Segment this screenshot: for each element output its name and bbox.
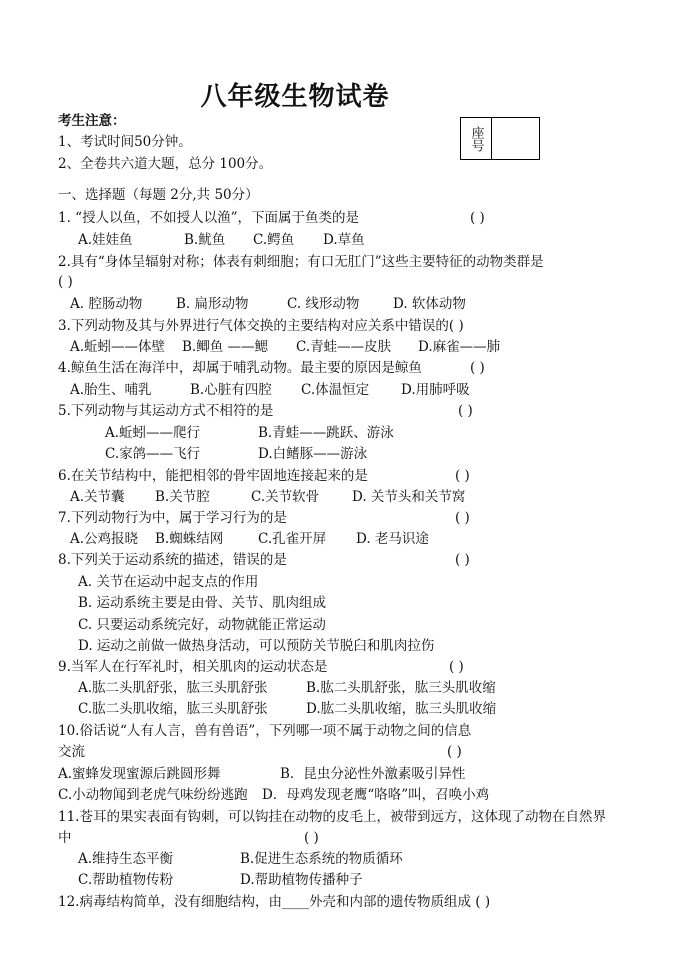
question-5-option-c[interactable]: C.家鸽——飞行 xyxy=(105,446,201,462)
question-9-answer-paren[interactable]: ( ) xyxy=(449,659,464,675)
question-10-stem: 10.俗话说“人有人言，兽有兽语”，下列哪一项不属于动物之间的信息 xyxy=(58,723,472,739)
seat-number-box xyxy=(460,117,540,160)
question-4-option-d[interactable]: D.用肺呼吸 xyxy=(401,382,470,398)
question-8-stem: 8.下列关于运动系统的描述，错误的是 xyxy=(58,552,287,568)
question-6-stem: 6.在关节结构中，能把相邻的骨牢固地连接起来的是 xyxy=(58,468,368,484)
question-8-option-a[interactable]: A. 关节在运动中起支点的作用 xyxy=(78,574,259,590)
question-4-option-b[interactable]: B.心脏有四腔 xyxy=(190,382,272,398)
question-10-stem-continued: 交流 xyxy=(58,744,85,760)
question-10-option-d[interactable]: D．母鸡发现老鹰“咯咯”叫，召唤小鸡 xyxy=(262,787,490,803)
question-10-option-a[interactable]: A.蜜蜂发现蜜源后跳圆形舞 xyxy=(58,766,221,782)
notice-heading: 考生注意： xyxy=(58,113,126,129)
section-heading: 一、选择题（每题 2分,共 50分） xyxy=(58,187,259,203)
question-5-option-a[interactable]: A.蚯蚓——爬行 xyxy=(105,425,201,441)
question-6-answer-paren[interactable]: ( ) xyxy=(455,468,470,484)
question-4-answer-paren[interactable]: ( ) xyxy=(470,360,485,376)
question-8-answer-paren[interactable]: ( ) xyxy=(455,552,470,568)
seat-number-label: 座号 xyxy=(461,118,492,159)
question-6-option-d[interactable]: D. 关节头和关节窝 xyxy=(352,489,466,505)
question-7-option-b[interactable]: B.蜘蛛结网 xyxy=(155,531,224,547)
question-10-answer-paren[interactable]: ( ) xyxy=(447,744,462,760)
question-2-option-d[interactable]: D. 软体动物 xyxy=(393,296,466,312)
question-10-option-c[interactable]: C.小动物闻到老虎气味纷纷逃跑 xyxy=(58,787,248,803)
question-1-answer-paren[interactable]: ( ) xyxy=(470,210,485,226)
question-5-option-d[interactable]: D.白鳍豚——游泳 xyxy=(258,446,368,462)
question-5-answer-paren[interactable]: ( ) xyxy=(458,403,473,419)
question-9-stem: 9.当军人在行军礼时，相关肌肉的运动状态是 xyxy=(58,659,328,675)
question-11-option-c[interactable]: C.帮助植物传粉 xyxy=(78,872,174,888)
notice-line-2: 2、全卷共六道大题，总分 100分。 xyxy=(58,156,273,172)
question-8-option-b[interactable]: B. 运动系统主要是由骨、关节、肌肉组成 xyxy=(78,595,327,611)
question-1-option-b[interactable]: B.鱿鱼 xyxy=(184,232,226,248)
question-2-option-c[interactable]: C. 线形动物 xyxy=(287,296,360,312)
question-5-option-b[interactable]: B.青蛙——跳跃、游泳 xyxy=(258,425,394,441)
question-7-option-a[interactable]: A.公鸡报晓 xyxy=(70,531,139,547)
question-11-option-d[interactable]: D.帮助植物传播种子 xyxy=(240,872,363,888)
question-5-stem: 5.下列动物与其运动方式不相符的是 xyxy=(58,403,274,419)
question-11-stem-continued: 中 xyxy=(58,830,72,846)
question-11-answer-paren[interactable]: ( ) xyxy=(304,830,319,846)
question-7-answer-paren[interactable]: ( ) xyxy=(455,510,470,526)
question-3-option-b[interactable]: B.鲫鱼 ——鳃 xyxy=(182,339,269,355)
question-4-option-a[interactable]: A.胎生、哺乳 xyxy=(70,382,152,398)
question-9-option-c[interactable]: C.肱二头肌收缩，肱三头肌舒张 xyxy=(78,701,268,717)
question-4-stem: 4.鲸鱼生活在海洋中，却属于哺乳动物。最主要的原因是鲸鱼 xyxy=(58,360,422,376)
question-9-option-d[interactable]: D.肱二头肌收缩，肱三头肌收缩 xyxy=(306,701,497,717)
question-7-stem: 7.下列动物行为中，属于学习行为的是 xyxy=(58,510,287,526)
question-1-option-c[interactable]: C.鳄鱼 xyxy=(253,232,295,248)
question-3-option-a[interactable]: A.蚯蚓——体壁 xyxy=(70,339,166,355)
question-1-stem: 1. “授人以鱼，不如授人以渔”，下面属于鱼类的是 xyxy=(58,210,359,226)
question-11-option-b[interactable]: B.促进生态系统的物质循环 xyxy=(240,851,403,867)
question-9-option-b[interactable]: B.肱二头肌舒张，肱三头肌收缩 xyxy=(306,680,496,696)
question-4-option-c[interactable]: C.体温恒定 xyxy=(301,382,370,398)
question-3-option-c[interactable]: C.青蛙——皮肤 xyxy=(296,339,392,355)
question-8-option-c[interactable]: C. 只要运动系统完好，动物就能正常运动 xyxy=(78,617,326,633)
question-7-option-c[interactable]: C.孔雀开屏 xyxy=(258,531,327,547)
question-3-option-d[interactable]: D.麻雀——肺 xyxy=(418,339,501,355)
question-8-option-d[interactable]: D. 运动之前做一做热身活动，可以预防关节脱臼和肌肉拉伤 xyxy=(78,638,435,654)
question-6-option-a[interactable]: A.关节囊 xyxy=(70,489,125,505)
question-3-stem: 3.下列动物及其与外界进行气体交换的主要结构对应关系中错误的( ) xyxy=(58,318,464,334)
question-2-option-a[interactable]: A. 腔肠动物 xyxy=(70,296,143,312)
question-9-option-a[interactable]: A.肱二头肌舒张，肱三头肌舒张 xyxy=(78,680,268,696)
question-2-stem: 2.具有“身体呈辐射对称；体表有刺细胞；有口无肛门”这些主要特征的动物类群是 xyxy=(58,254,544,270)
question-11-stem: 11.苍耳的果实表面有钩刺，可以钩挂在动物的皮毛上，被带到远方，这体现了动物在自然界 xyxy=(58,809,606,825)
notice-line-1: 1、考试时间50分钟。 xyxy=(58,134,192,150)
question-2-answer-paren[interactable]: ( ) xyxy=(58,274,73,290)
question-10-option-b[interactable]: B．昆虫分泌性外激素吸引异性 xyxy=(280,766,466,782)
question-6-option-c[interactable]: C.关节软骨 xyxy=(251,489,320,505)
question-7-option-d[interactable]: D. 老马识途 xyxy=(356,531,429,547)
seat-number-field[interactable] xyxy=(492,118,539,159)
question-1-option-a[interactable]: A.娃娃鱼 xyxy=(78,232,133,248)
question-2-option-b[interactable]: B. 扁形动物 xyxy=(176,296,249,312)
exam-title: 八年级生物试卷 xyxy=(200,82,390,112)
question-11-option-a[interactable]: A.维持生态平衡 xyxy=(78,851,174,867)
question-12-stem: 12.病毒结构简单，没有细胞结构，由____外壳和内部的遗传物质组成 ( ) xyxy=(58,894,491,910)
question-6-option-b[interactable]: B.关节腔 xyxy=(155,489,210,505)
question-1-option-d[interactable]: D.草鱼 xyxy=(323,232,365,248)
